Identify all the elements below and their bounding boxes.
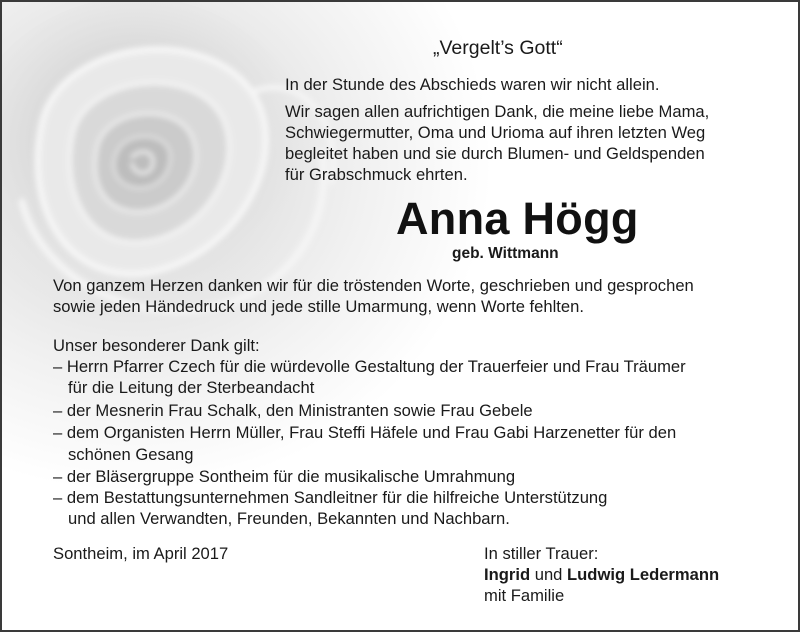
intro-paragraph-line-2: Schwiegermutter, Oma und Urioma auf ihren letzten Weg [285, 123, 706, 142]
mourning-label: In stiller Trauer: [484, 544, 599, 563]
family-note: mit Familie [484, 586, 565, 605]
intro-paragraph-line-3: begleitet haben und sie durch Blumen- und Geldspenden [285, 144, 705, 163]
special-thanks-heading: Unser besonderer Dank gilt: [53, 336, 260, 355]
special-thanks-line: für die Leitung der Sterbeandacht [68, 378, 315, 397]
special-thanks-line: – dem Bestattungsunternehmen Sandleitner für die hilfreiche Unterstützung [53, 488, 608, 507]
special-thanks-line: schönen Gesang [68, 445, 194, 464]
mourner-second-name: Ludwig Ledermann [567, 565, 720, 584]
intro-paragraph-line-4: für Grabschmuck ehrten. [285, 165, 468, 184]
mourners-names [484, 564, 719, 586]
place-date: Sontheim, im April 2017 [53, 544, 229, 563]
motto-heading: „Vergelt’s Gott“ [433, 37, 563, 59]
rose-image [2, 2, 432, 382]
special-thanks-line: – dem Organisten Herrn Müller, Frau Steffi Häfele und Frau Gabi Harzenetter für den [53, 423, 677, 442]
maiden-name: geb. Wittmann [452, 245, 559, 262]
thanks-line-2: sowie jeden Händedruck und jede stille Umarmung, wenn Worte fehlten. [53, 297, 584, 316]
mourner-first-name: Ingrid [484, 565, 531, 584]
intro-line: In der Stunde des Abschieds waren wir nicht allein. [285, 75, 660, 94]
mourner-conjunction: und [534, 565, 563, 584]
special-thanks-line: – der Bläsergruppe Sontheim für die musikalische Umrahmung [53, 467, 516, 486]
deceased-name: Anna Högg [396, 193, 639, 244]
special-thanks-line: – der Mesnerin Frau Schalk, den Ministranten sowie Frau Gebele [53, 401, 533, 420]
intro-paragraph-line-1: Wir sagen allen aufrichtigen Dank, die meine liebe Mama, [285, 102, 710, 121]
special-thanks-line: und allen Verwandten, Freunden, Bekannten und Nachbarn. [68, 509, 510, 528]
thanks-line-1: Von ganzem Herzen danken wir für die tröstenden Worte, geschrieben und gesprochen [53, 276, 694, 295]
special-thanks-line: – Herrn Pfarrer Czech für die würdevolle Gestaltung der Trauerfeier und Frau Träumer [53, 357, 686, 376]
